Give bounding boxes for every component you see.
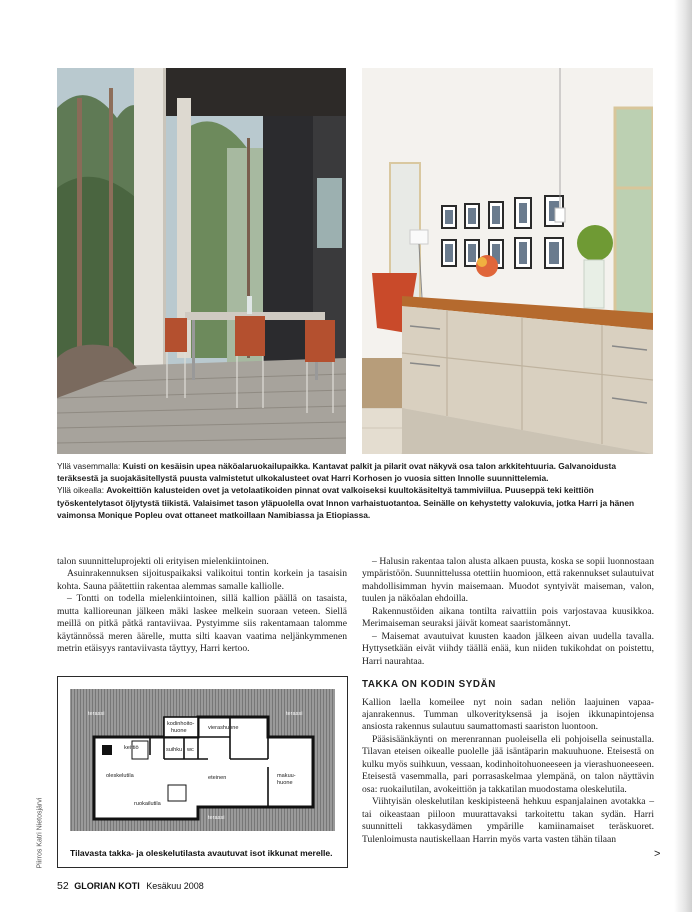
paragraph: – Maisemat avautuivat kuusten kaadon jälkeen aivan uudella tavalla. Hyttysetkään eivät viihdy täällä enää, kun niiden tukikohdat on poistettu, Harri naurahtaa.: [362, 630, 654, 667]
paragraph: Asuinrakennuksen sijoituspaikaksi valikoitui tontin korkein ja tasaisin kohta. Sauna päätettiin rakentaa alemmas samalle kalliolle.: [57, 568, 347, 592]
illustration-credit-text: Piirros Katri Nietosjärvi: [36, 797, 44, 869]
floorplan-drawing: [58, 677, 347, 843]
porch-photo: [57, 68, 346, 454]
page-footer: [57, 880, 204, 892]
paragraph: Viihtyisän oleskelutilan keskipisteenä hehkuu espanjalainen avotakka – tai oikeastaan piiloon muurattavaksi tarkoitettu takan sydän. Harri suunnitteli takkasydämen ympärille kamiinamaiset teräskuoret. Tulenloimusta nautiskellaan Harrin myös varta vasten tähän tilaan: [362, 796, 654, 845]
article-right-column: [362, 556, 654, 846]
article-left-column: [57, 556, 347, 656]
paragraph: talon suunnitteluprojekti oli erityisen mielenkiintoinen.: [57, 556, 269, 567]
caption-left-lead: Yllä vasemmalla:: [57, 461, 121, 471]
room-label-kitchen: keittiö: [124, 745, 139, 751]
caption-left-text: Kuisti on kesäisin upea näköalaruokailupaikka. Kantavat palkit ja pilarit ovat näkyvä osa talon arkkitehtuuria. Galvanoidusta teräksestä ja suojakäsitellystä puusta valmistetut ulkokalusteet ovat Harri Korhosen jo vuosia sitten Innolle suunnittelemia.: [57, 461, 617, 484]
photo-captions: [57, 460, 657, 521]
paragraph: Kallion laella komeilee nyt noin sadan neliön laajuinen vapaa-ajanrakennus. Tumman ulkoverityksensä ja isojen ikkunapintojensa ansiosta rakennus sulautuu saumattomasti saariston luontoon.: [362, 696, 654, 733]
caption-right-text: Avokeittiön kalusteiden ovet ja vetolaatikoiden pinnat ovat valkoiseksi kuultokäsiteltyä tammiviilua. Puuseppä teki keittiön työskentelytasot öljytystä tiikistä. Valaisimet tason yläpuolella ovat Innon varhaistuotantoa. Seinälle on kehystetty valokuvia, jotka Harri ja hänen vaimonsa Monique Popleu ovat ottaneet matkoillaan Namibiassa ja Etiopiassa.: [57, 485, 635, 520]
paragraph: – Halusin rakentaa talon alusta alkaen puusta, koska se sopii luonnostaan ympäristöön. Suunnittelussa otettiin huomioon, että rakennukset sulautuivat mahdollisimman hyvin maisemaan. Muodot syntyivät maiseman, valon, tuulen ja näköalan ehdoilla.: [362, 556, 654, 605]
floorplan-caption: Tilavasta takka- ja oleskelutilasta avautuvat isot ikkunat merelle.: [70, 848, 333, 858]
magazine-name: GLORIAN KOTI: [74, 881, 140, 891]
room-label-hallway: eteinen: [208, 775, 227, 781]
continue-marker: >: [654, 848, 661, 860]
room-label-bedroom-1: makuu-: [277, 773, 296, 779]
caption-right: [57, 484, 657, 521]
caption-right-lead: Yllä oikealla:: [57, 485, 105, 496]
room-label-dining: ruokailutila: [134, 801, 161, 807]
paragraph: Pääsisäänkäynti on merenrannan puoleisella eli pohjoisella seinustalla. Tilavan eteisen oikealle puolelle jää isäntäparin makuuhuone. Eteisestä on kulku myös suihkuun, vessaan, kodinhoitohuoneeseen ja vierashuoneeseen. Eteisestä vasemmalla, pari porrasaskelmaa ylempänä, on talon näyttävin osa: ruokailutilan, avokeittiön ja takkatilan muodostama oleskelutila.: [362, 733, 654, 795]
caption-left: [57, 460, 657, 484]
illustration-credit: [35, 780, 45, 870]
kitchen-photo: [362, 68, 653, 454]
section-heading: TAKKA ON KODIN SYDÄN: [362, 679, 496, 691]
room-label-terrace-top-right: terassi: [286, 711, 303, 717]
page-edge-shadow: [674, 0, 692, 912]
issue-date: Kesäkuu 2008: [146, 881, 204, 891]
paragraph: – Tontti on todella mielenkiintoinen, sillä kallion päällä on tasaista, mutta kallioreunan jälkeen mäki laskee melkein suoraan veteen. Siellä meillä on pitkä pätkä rantaviivaa. Pystyimme siis rakentamaan talomme käytännössä meren äärelle, mutta silti kaavan vaatima neljänkymmenen metrin etäisyys rantaviivasta täyttyy, Harri kertoo.: [57, 593, 347, 655]
room-label-wc: wc: [187, 747, 194, 753]
room-label-living-area: oleskelutila: [106, 773, 134, 779]
room-label-utility-1: kodinhoito-: [167, 721, 195, 727]
room-label-guest-room: vierashuone: [208, 725, 239, 731]
room-label-terrace-bottom: terassi: [208, 815, 225, 821]
room-label-utility-2: huone: [171, 728, 187, 734]
room-label-bedroom-2: huone: [277, 780, 293, 786]
floorplan-figure: [57, 676, 348, 868]
room-label-terrace-top-left: terassi: [88, 711, 105, 717]
room-label-shower: suihku: [166, 747, 183, 753]
page-number: 52: [57, 880, 69, 892]
paragraph: Rakennustöiden aikana tontilta raivattiin pois varjostavaa kuusikkoa. Merimaiseman seuraksi jäivät komeat saaristomännyt.: [362, 605, 654, 630]
